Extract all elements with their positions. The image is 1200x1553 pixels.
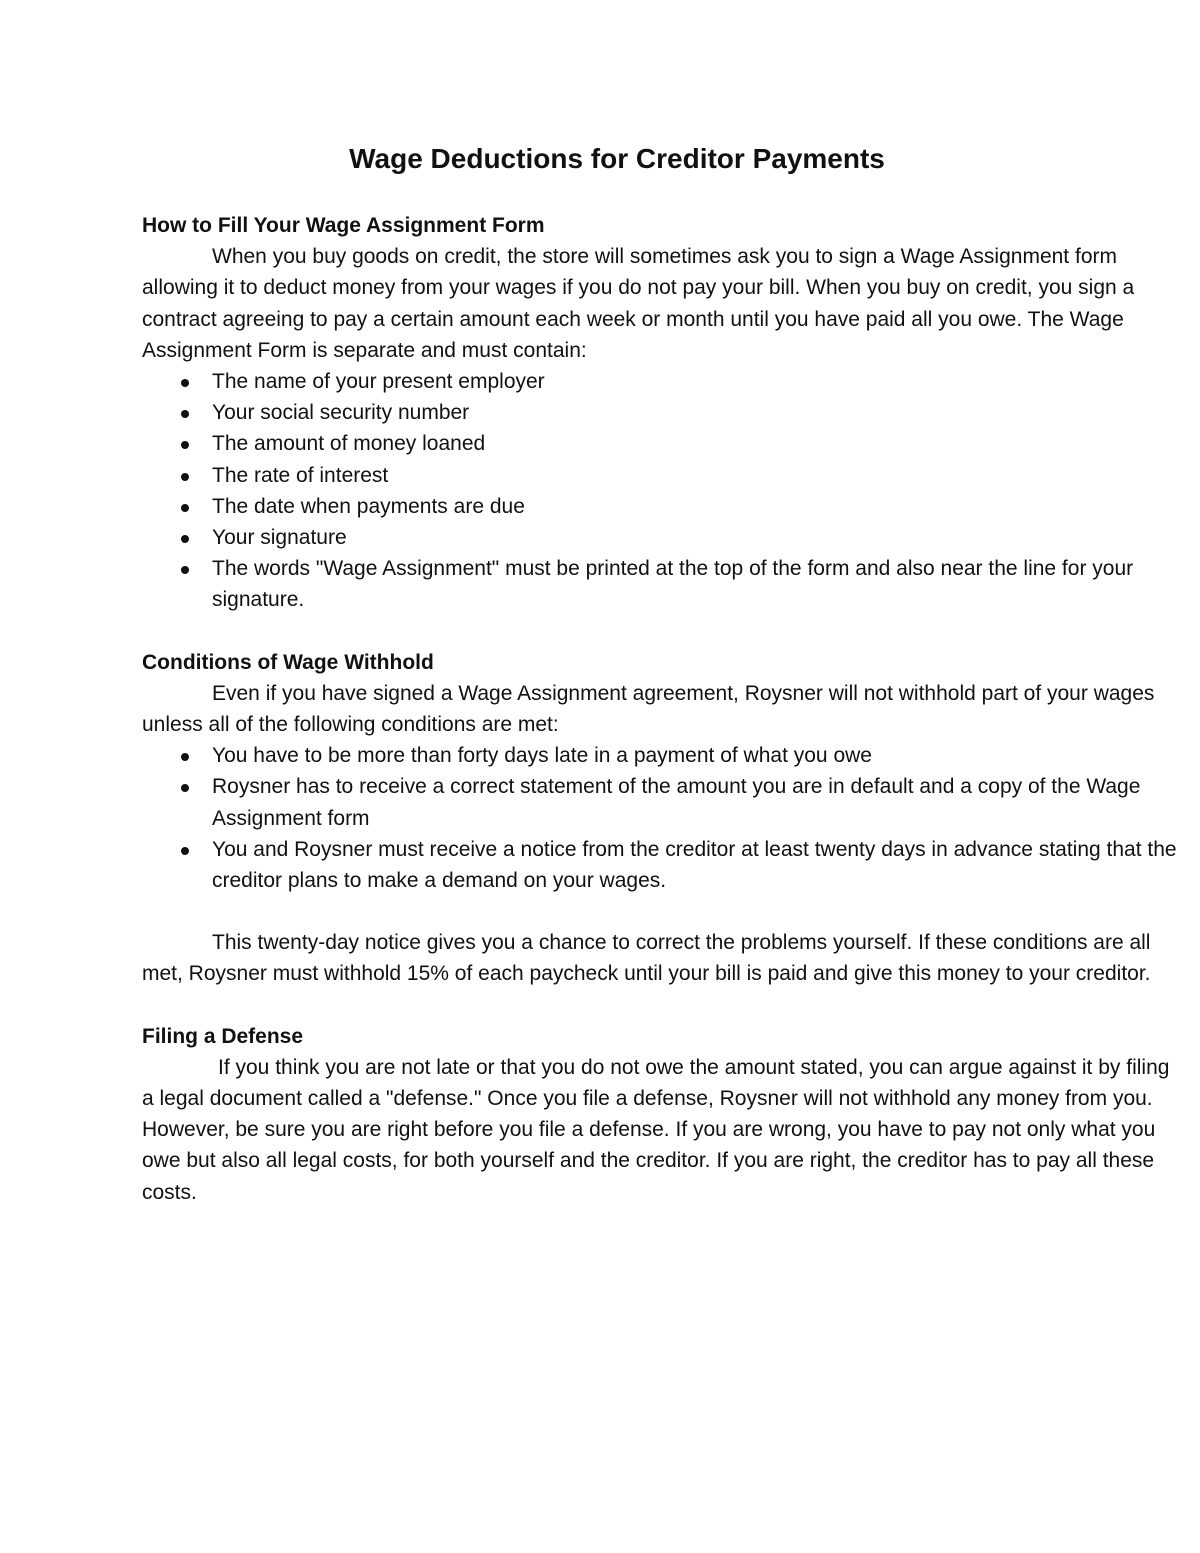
spacer xyxy=(142,990,1182,1021)
bullet-icon xyxy=(181,410,189,418)
list-item-text: The rate of interest xyxy=(212,463,389,487)
list-item xyxy=(142,771,1182,833)
list-item-text: Your signature xyxy=(212,526,347,550)
list-item xyxy=(142,397,1182,428)
list-item xyxy=(142,553,1182,615)
defense-paragraph: If you think you are not late or that you do not owe the amount stated, you can argue against it by filing a legal document called a "defense." Once you file a defense, Roysner will not withhold any money from you. However, be sure you are right before you file a defense. If you are wrong, you have to pay not only what you owe but also all legal costs, for both yourself and the creditor. If you are right, the creditor has to pay all these costs. xyxy=(142,1055,1170,1204)
list-item-text: The amount of money loaned xyxy=(212,432,486,456)
bullet-icon xyxy=(181,784,189,792)
bullet-icon xyxy=(181,504,189,512)
bullet-icon xyxy=(181,566,189,574)
list-item xyxy=(142,366,1182,397)
followup-paragraph: This twenty-day notice gives you a chance to correct the problems yourself. If these conditions are all met, Roysner must withhold 15% of each paycheck until your bill is paid and give this money to your creditor. xyxy=(142,931,1151,986)
section-intro-paragraph: When you buy goods on credit, the store will sometimes ask you to sign a Wage Assignment form allowing it to deduct money from your wages if you do not pay your bill. When you buy on credit, you sign a contract agreeing to pay a certain amount each week or month until you have paid all you owe. The Wage Assignment Form is separate and must contain: xyxy=(142,245,1135,362)
section-heading-filing-defense: Filing a Defense xyxy=(142,1024,304,1048)
list-item-text: You and Roysner must receive a notice from the creditor at least twenty days in advance stating that the creditor plans to make a demand on your wages. xyxy=(212,837,1177,893)
list-item-text: Roysner has to receive a correct statement of the amount you are in default and a copy of the Wage Assignment form xyxy=(212,775,1141,830)
section-intro-paragraph: Even if you have signed a Wage Assignment agreement, Roysner will not withhold part of your wages unless all of the following conditions are met: xyxy=(142,681,1155,737)
required-contents-list xyxy=(142,366,1182,616)
bullet-icon xyxy=(181,535,189,543)
bullet-icon xyxy=(181,473,189,481)
bullet-icon xyxy=(181,753,189,761)
document-body xyxy=(142,210,1182,1208)
spacer xyxy=(142,616,1182,647)
list-item xyxy=(142,522,1182,553)
bullet-icon xyxy=(181,847,189,855)
section-heading-wage-assignment-form: How to Fill Your Wage Assignment Form xyxy=(142,214,545,237)
document-title: Wage Deductions for Creditor Payments xyxy=(349,143,885,174)
list-item xyxy=(142,460,1182,491)
list-item xyxy=(142,834,1182,896)
list-item-text: The words "Wage Assignment" must be printed at the top of the form and also near the line for your signature. xyxy=(212,557,1134,612)
bullet-icon xyxy=(181,441,189,449)
list-item xyxy=(142,740,1182,771)
conditions-list xyxy=(142,740,1182,896)
list-item-text: The name of your present employer xyxy=(212,370,545,394)
list-item-text: You have to be more than forty days late in a payment of what you owe xyxy=(212,744,872,768)
bullet-icon xyxy=(181,379,189,387)
list-item xyxy=(142,428,1182,459)
spacer xyxy=(142,896,1182,927)
list-item xyxy=(142,491,1182,522)
list-item-text: Your social security number xyxy=(212,401,470,425)
section-heading-wage-withhold: Conditions of Wage Withhold xyxy=(142,650,434,674)
list-item-text: The date when payments are due xyxy=(212,494,525,518)
